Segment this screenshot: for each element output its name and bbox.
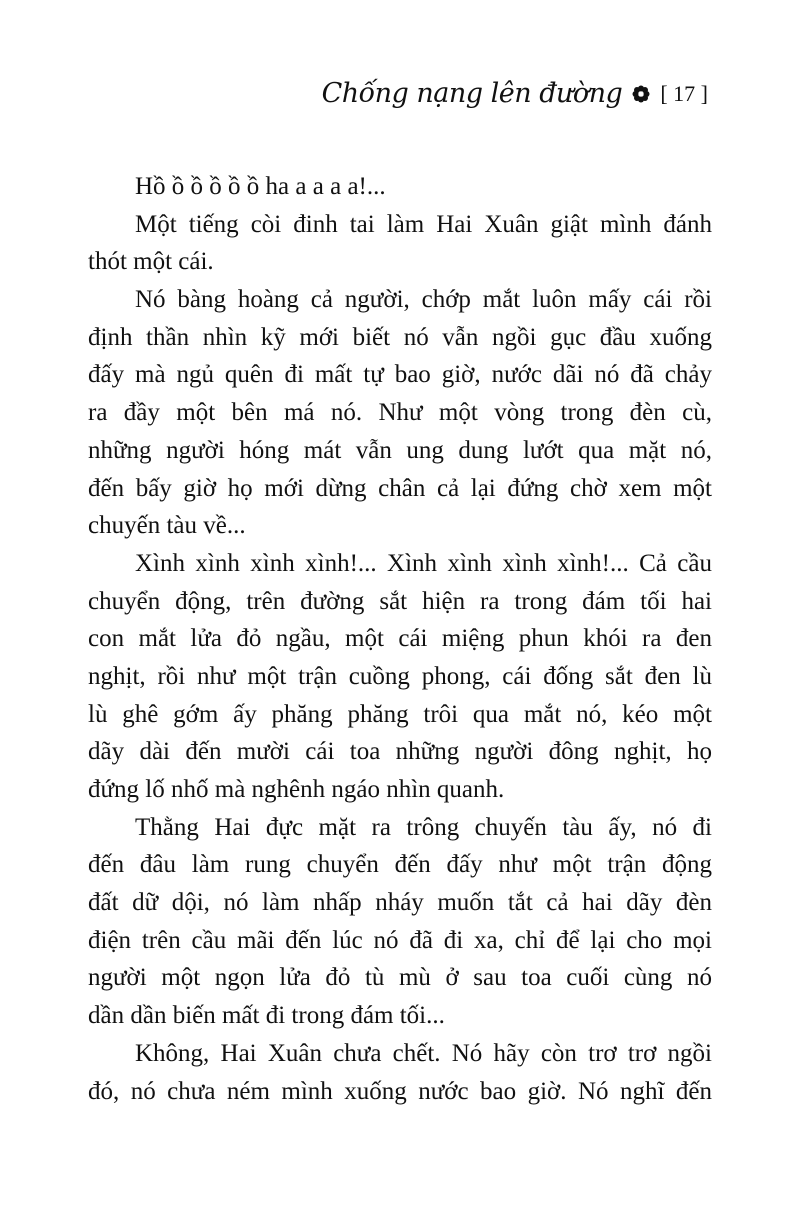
text-line: lù ghê gớm ấy phăng phăng trôi qua mắt nó, kéo một — [88, 700, 712, 728]
text-line: những người hóng mát vẫn ung dung lướt qua mặt nó, — [88, 436, 712, 464]
body-text — [88, 168, 712, 1110]
text-line: Thằng Hai đực mặt ra trông chuyến tàu ấy, nó đi — [135, 813, 712, 841]
text-line: Xình xình xình xình!... Xình xình xình xình!... Cả cầu — [135, 549, 712, 577]
text-line: đó, nó chưa ném mình xuống nước bao giờ. Nó nghĩ đến — [88, 1077, 712, 1105]
text-line: Không, Hai Xuân chưa chết. Nó hãy còn trơ trơ ngồi — [135, 1039, 712, 1067]
text-line: dãy dài đến mười cái toa những người đông nghịt, họ — [88, 738, 712, 766]
text-line: đến bấy giờ họ mới dừng chân cả lại đứng chờ xem một — [88, 474, 712, 502]
running-header — [322, 78, 708, 109]
text-line: thót một cái. — [88, 248, 214, 276]
text-line: chuyển động, trên đường sắt hiện ra trong đám tối hai — [88, 587, 712, 615]
text-line: con mắt lửa đỏ ngầu, một cái miệng phun khói ra đen — [88, 625, 712, 653]
text-line: đứng lố nhố mà nghênh ngáo nhìn quanh. — [88, 776, 505, 803]
page-number: [ 17 ] — [660, 80, 708, 106]
text-line: đất dữ dội, nó làm nhấp nháy muốn tắt cả hai dãy đèn — [88, 889, 712, 917]
text-line: Nó bàng hoàng cả người, chớp mắt luôn mấy cái rồi — [135, 286, 712, 314]
flower-icon — [632, 85, 650, 103]
text-line: người một ngọn lửa đỏ tù mù ở sau toa cuối cùng nó — [88, 964, 712, 992]
text-line: dần dần biến mất đi trong đám tối... — [88, 1002, 445, 1030]
text-line: định thần nhìn kỹ mới biết nó vẫn ngồi gục đầu xuống — [88, 323, 712, 351]
text-line: ra đầy một bên má nó. Như một vòng trong đèn cù, — [88, 399, 712, 427]
text-line: Hồ ồ ồ ồ ồ ồ ha a a a a!... — [135, 173, 386, 200]
text-line: đấy mà ngủ quên đi mất tự bao giờ, nước dãi nó đã chảy — [88, 361, 712, 389]
running-title: Chống nạng lên đường — [321, 78, 623, 109]
text-line: nghịt, rồi như một trận cuồng phong, cái đống sắt đen lù — [88, 662, 712, 690]
text-line: Một tiếng còi đinh tai làm Hai Xuân giật mình đánh — [135, 210, 712, 238]
text-line: điện trên cầu mãi đến lúc nó đã đi xa, chỉ để lại cho mọi — [88, 926, 712, 954]
text-line: đến đâu làm rung chuyển đến đấy như một trận động — [88, 851, 712, 879]
text-line: chuyến tàu về... — [88, 512, 246, 540]
